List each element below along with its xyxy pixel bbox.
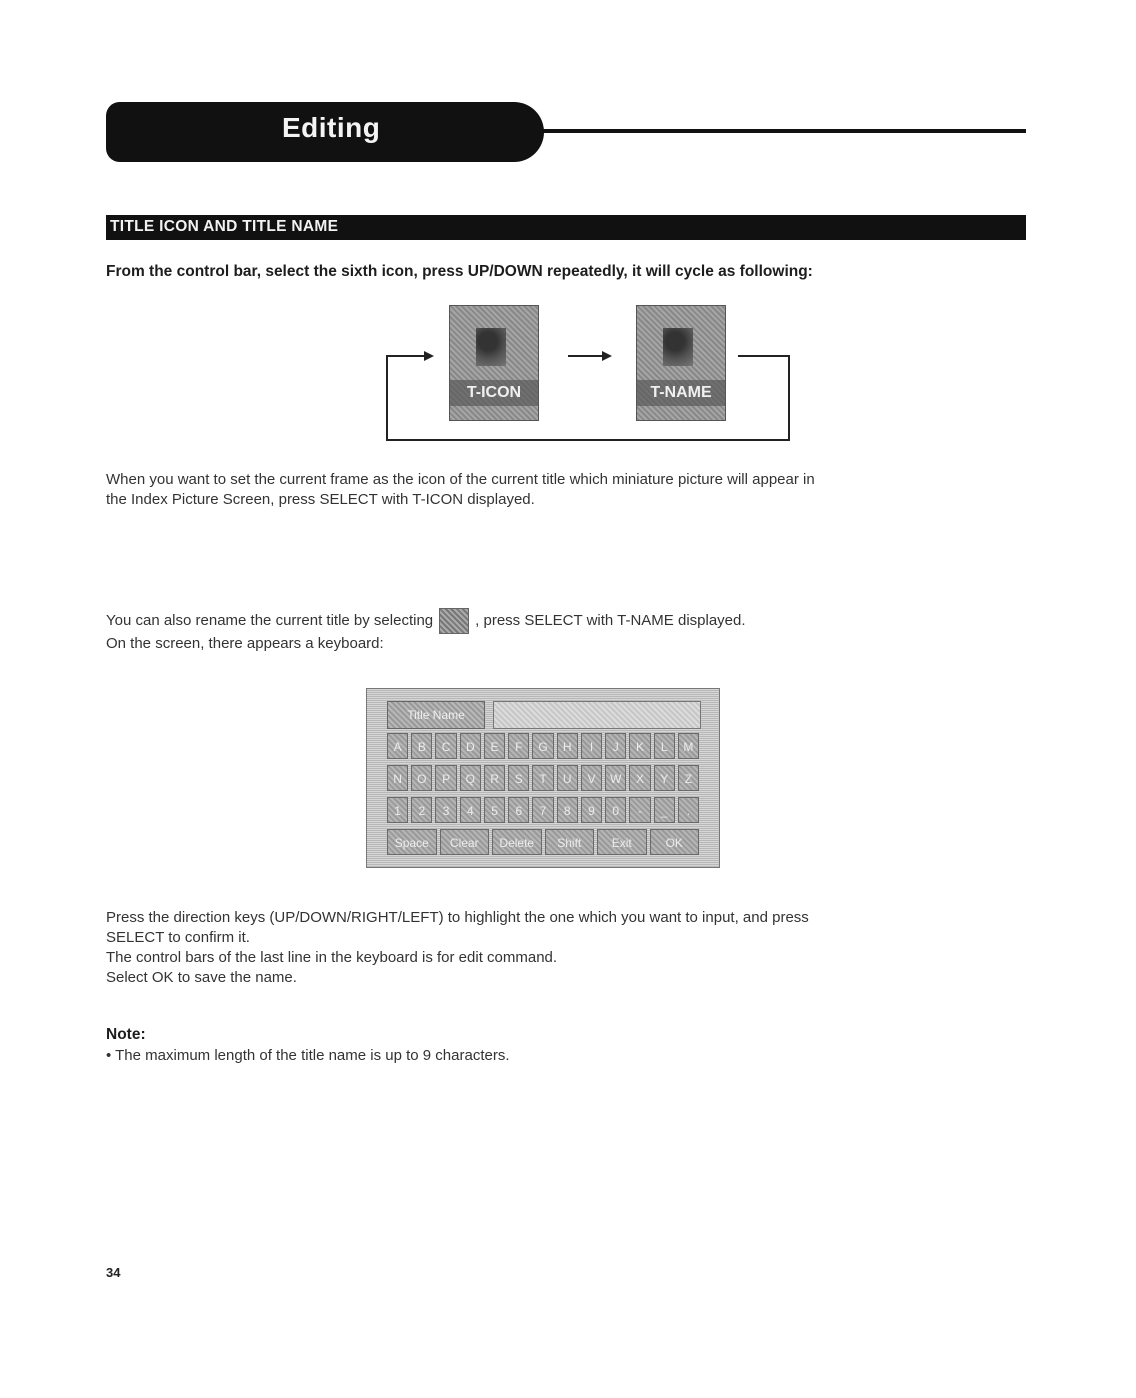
- page-number: 34: [106, 1265, 121, 1280]
- keyboard-key: .: [678, 797, 699, 823]
- keyboard-key: Shift: [545, 829, 595, 855]
- keyboard-key: 3: [435, 797, 456, 823]
- paragraph-line: On the screen, there appears a keyboard:: [106, 635, 384, 652]
- paragraph-2: [106, 608, 746, 654]
- person-icon: [663, 328, 693, 366]
- t-icon-tile: [449, 305, 539, 421]
- keyboard-key: 1: [387, 797, 408, 823]
- paragraph-line: When you want to set the current frame as the icon of the current title which miniature picture will appear in: [106, 471, 815, 488]
- keyboard-key: Q: [460, 765, 481, 791]
- keyboard-key: 5: [484, 797, 505, 823]
- keyboard-title: Title Name: [387, 701, 485, 729]
- keyboard-key: O: [411, 765, 432, 791]
- keyboard-key: A: [387, 733, 408, 759]
- keyboard-key: -: [629, 797, 650, 823]
- arrow-in-head: [424, 351, 434, 361]
- keyboard-name-field: [493, 701, 701, 729]
- keyboard-key: W: [605, 765, 626, 791]
- person-icon: [476, 328, 506, 366]
- keyboard-key: L: [654, 733, 675, 759]
- keyboard-key: F: [508, 733, 529, 759]
- paragraph-line: The control bars of the last line in the keyboard is for edit command.: [106, 949, 558, 966]
- keyboard-key: B: [411, 733, 432, 759]
- keyboard-key: I: [581, 733, 602, 759]
- arrow-mid-head: [602, 351, 612, 361]
- keyboard-row: [387, 797, 699, 823]
- paragraph-line: SELECT to confirm it.: [106, 929, 250, 946]
- keyboard-key: E: [484, 733, 505, 759]
- keyboard-key: X: [629, 765, 650, 791]
- keyboard-key: R: [484, 765, 505, 791]
- keyboard-key: 6: [508, 797, 529, 823]
- keyboard-key: 4: [460, 797, 481, 823]
- loop-bottom: [386, 439, 790, 441]
- note-label: Note:: [106, 1026, 146, 1043]
- keyboard-key: Clear: [440, 829, 490, 855]
- lead-instruction: From the control bar, select the sixth icon, press UP/DOWN repeatedly, it will cycle as following:: [106, 263, 813, 280]
- keyboard-key: Delete: [492, 829, 542, 855]
- arrow-in-line: [386, 355, 426, 357]
- keyboard-key: V: [581, 765, 602, 791]
- t-name-label: T-NAME: [637, 380, 725, 406]
- keyboard-key: S: [508, 765, 529, 791]
- keyboard-key: N: [387, 765, 408, 791]
- paragraph-text: , press SELECT with T-NAME displayed.: [475, 612, 746, 629]
- keyboard-key: 7: [532, 797, 553, 823]
- keyboard-row: [387, 765, 699, 791]
- keyboard-screenshot: [366, 688, 720, 868]
- keyboard-key: 2: [411, 797, 432, 823]
- paragraph-line: Select OK to save the name.: [106, 969, 297, 986]
- keyboard-key: C: [435, 733, 456, 759]
- header-rule: [540, 129, 1026, 133]
- paragraph-1: [106, 470, 815, 510]
- keyboard-key: G: [532, 733, 553, 759]
- paragraph-line: [106, 608, 746, 634]
- loop-right-vertical: [788, 355, 790, 441]
- cycle-diagram: [386, 305, 792, 445]
- keyboard-key: 0: [605, 797, 626, 823]
- keyboard-key: 8: [557, 797, 578, 823]
- keyboard-key: H: [557, 733, 578, 759]
- paragraph-line: Press the direction keys (UP/DOWN/RIGHT/LEFT) to highlight the one which you want to input, and press: [106, 909, 809, 926]
- arrow-mid-line: [568, 355, 604, 357]
- keyboard-key: _: [654, 797, 675, 823]
- keyboard-key: Space: [387, 829, 437, 855]
- t-name-small-icon: [439, 608, 469, 634]
- keyboard-key: 9: [581, 797, 602, 823]
- paragraph-line: the Index Picture Screen, press SELECT with T-ICON displayed.: [106, 491, 535, 508]
- paragraph-text: You can also rename the current title by selecting: [106, 612, 434, 629]
- keyboard-key: K: [629, 733, 650, 759]
- keyboard-key: U: [557, 765, 578, 791]
- keyboard-key: J: [605, 733, 626, 759]
- page-title: Editing: [282, 112, 381, 143]
- keyboard-key: OK: [650, 829, 700, 855]
- keyboard-key: P: [435, 765, 456, 791]
- keyboard-key: Z: [678, 765, 699, 791]
- section-title: TITLE ICON AND TITLE NAME: [110, 218, 339, 235]
- loop-right-stub: [738, 355, 790, 357]
- keyboard-key: T: [532, 765, 553, 791]
- keyboard-key: D: [460, 733, 481, 759]
- keyboard-key: Y: [654, 765, 675, 791]
- keyboard-key: M: [678, 733, 699, 759]
- t-icon-label: T-ICON: [450, 380, 538, 406]
- loop-left-vertical: [386, 355, 388, 441]
- note-text: • The maximum length of the title name is up to 9 characters.: [106, 1047, 510, 1064]
- keyboard-row: [387, 829, 699, 855]
- keyboard-row: [387, 733, 699, 759]
- keyboard-key: Exit: [597, 829, 647, 855]
- paragraph-3: [106, 908, 809, 988]
- t-name-tile: [636, 305, 726, 421]
